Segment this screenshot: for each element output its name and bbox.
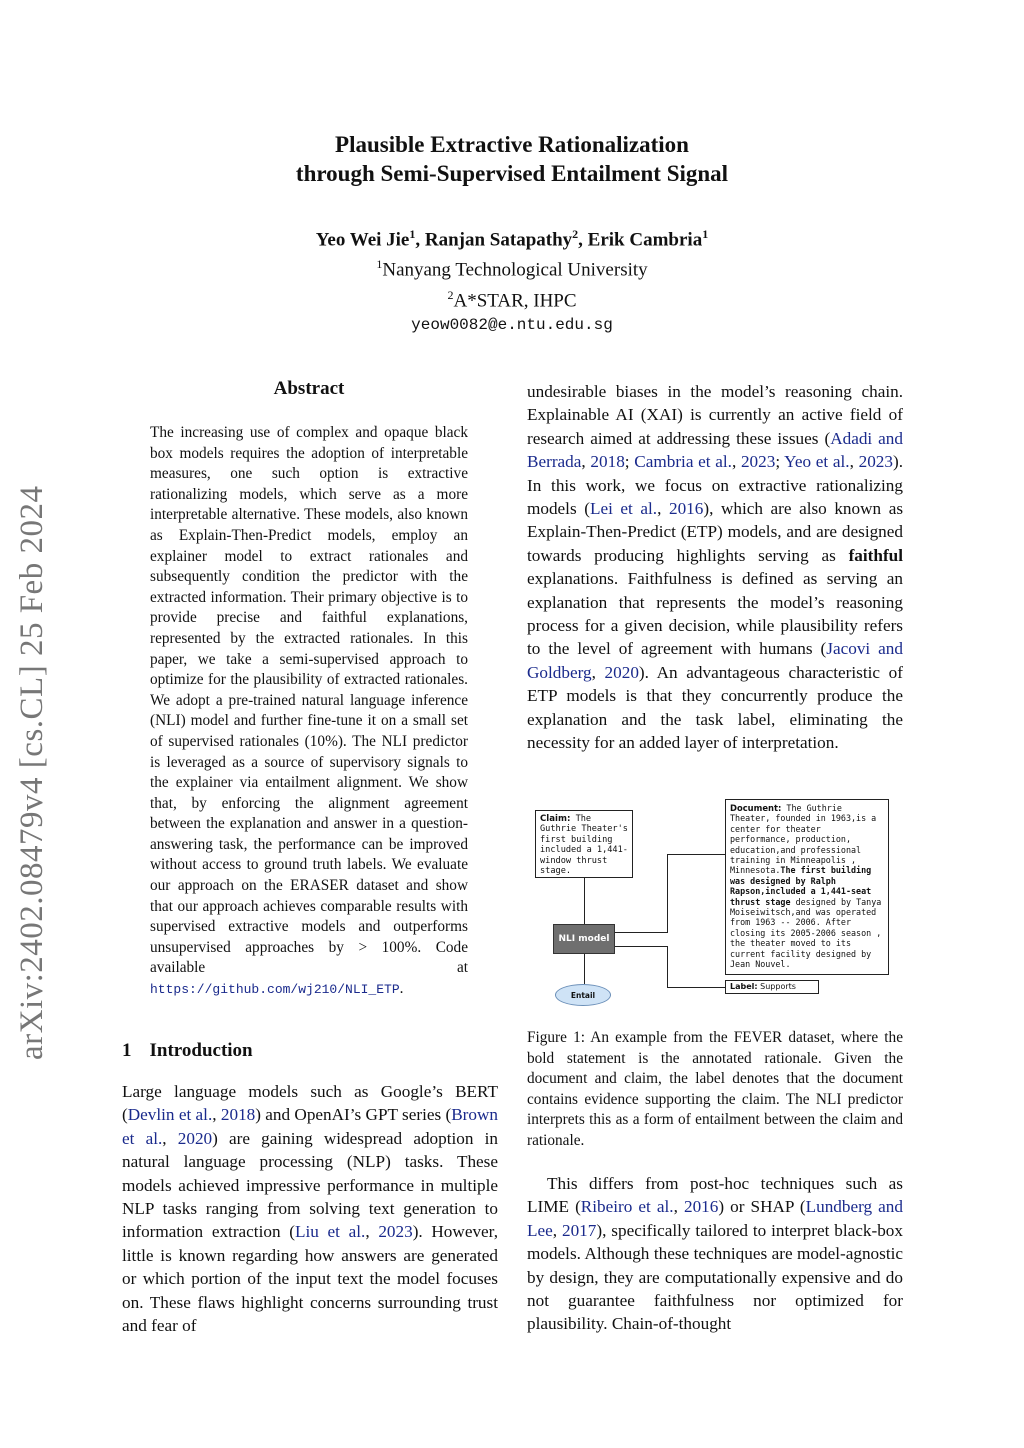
- emphasis: faithful: [848, 545, 903, 565]
- connector-label-vertical: [667, 946, 668, 988]
- citation-link[interactable]: Yeo et al.: [784, 452, 850, 472]
- connector-claim-down: [584, 878, 585, 924]
- connector-label-horizontal: [667, 987, 725, 988]
- claim-box: [535, 810, 633, 878]
- abstract-paragraph: The increasing use of complex and opaque black box models requires the adoption of interpretable measures, one such option is extractive rationalizing models, which serve as a more interpretable alternative. These models, also known as Explain-Then-Predict models, employ an explainer model to extract rationales and subsequently condition the predictor with the extracted information. Their primary objective is to provide precise and faithful explanations, represented by the extracted rationales. In this paper, we take a semi-supervised approach to optimize for the plausibility of extracted rationales. We adopt a pre-trained natural language inference (NLI) model and further fine-tune it on a small set of supervised rationales (10%). The NLI predictor is leveraged as a source of supervisory signals to the explainer via entailment alignment. We show that, by enforcing the alignment agreement between the explanation and answer in a question-answering task, the performance can be improved without access to ground truth labels. We evaluate our approach on the ERASER dataset and show that our approach achieves comparable results with supervised extractive models and outperforms unsupervised approaches by > 100%. Code available at: [150, 424, 468, 977]
- text: undesirable biases in the model’s reasoning chain. Explainable AI (XAI) is currently an active field of research aimed at addressing these issues (: [527, 382, 903, 448]
- citation-year-link[interactable]: 2016: [683, 1197, 719, 1217]
- citation-link[interactable]: Devlin et al.: [127, 1105, 213, 1125]
- citation-link[interactable]: Brown et al.: [122, 1105, 499, 1148]
- citation-year-link[interactable]: 2023: [378, 1222, 413, 1242]
- text: ). However, little is known regarding how answers are generated or which portion of the input text the model focuses on. These flaws highlight concerns surrounding trust and fear of: [122, 1222, 498, 1336]
- citation-year-link[interactable]: 2016: [668, 499, 704, 519]
- author-names: [0, 222, 1024, 252]
- text: ), which are also known as Explain-Then-Predict (ETP) models, and are designed towards producing highlights serving as: [527, 499, 904, 565]
- citation-year-link[interactable]: 2023: [858, 452, 893, 472]
- author-email[interactable]: yeow0082@e.ntu.edu.sg: [411, 315, 613, 334]
- author-name: Ranjan Satapathy: [424, 229, 573, 251]
- abstract-heading: Abstract: [273, 378, 345, 399]
- document-rationale: The first building was designed by Ralph Rapson,included a 1,441-seat thrust stage: [730, 865, 872, 907]
- text: ), specifically tailored to interpret black-box models. Although these techniques are model-agnostic by design, they are computationally expensive and do not guarantee faithfulness nor optimized for plausibility. Chain-of-thought: [527, 1220, 903, 1334]
- citation-link[interactable]: Jacovi and Goldberg: [527, 639, 903, 682]
- author-affil: 1: [702, 227, 709, 241]
- citation-link[interactable]: Lundberg and Lee: [527, 1197, 903, 1240]
- connector-doc-horizontal: [667, 854, 725, 855]
- text: ). An advantageous characteristic of ETP models is that they concurrently produce the explanation and the task label, eliminating the necessity for an added layer of interpretation.: [527, 662, 903, 753]
- author-sep: ,: [578, 229, 588, 251]
- section-number: 1: [122, 1040, 132, 1061]
- section-heading-introduction: [122, 1040, 253, 1062]
- abstract-text: [150, 423, 468, 1001]
- figure-1-diagram: [527, 796, 903, 1011]
- document-text: designed by Tanya Moiseiwitsch,and was operated from 1963 -- 2006. After closing its 2005-2006 season , the theater moved to its current facility designed by Jean Nouvel.: [730, 896, 882, 970]
- citation-link[interactable]: Cambria et al.: [634, 452, 732, 472]
- author-affil: 1: [409, 227, 416, 241]
- text: explanations. Faithfulness is defined as serving an explanation that represents the model’s reasoning process for a given decision, while plausibility refers to the level of agreement with humans (: [527, 569, 903, 659]
- title-line-1: Plausible Extractive Rationalization: [335, 132, 689, 157]
- citation-year-link[interactable]: 2018: [590, 452, 625, 472]
- paper-title: [0, 130, 1024, 188]
- arxiv-identifier: arXiv:2402.08479v4 [cs.CL] 25 Feb 2024: [14, 485, 50, 1060]
- author-affil: 2: [572, 227, 579, 241]
- intro-paragraph: Large language models such as Google’s BERT (Devlin et al., 2018) and OpenAI’s GPT series (Brown et al., 2020) are gaining widespread adoption in natural language processing (NLP) tasks. These models achieved impressive performance in multiple NLP tasks ranging from solving text generation to information extraction (Liu et al., 2023). However, little is known regarding how answers are generated or which portion of the input text the model focuses on. These flaws highlight concerns surrounding trust and fear of: [122, 1082, 499, 1336]
- author-name: Yeo Wei Jie: [315, 229, 410, 251]
- affiliation-1: [0, 252, 1024, 282]
- text: ) or SHAP (: [718, 1197, 806, 1217]
- connector-doc-vertical: [667, 854, 668, 932]
- claim-label: Claim:: [540, 814, 571, 824]
- citation-link[interactable]: Adadi and Berrada: [527, 428, 903, 472]
- citation-year-link[interactable]: 2020: [604, 662, 639, 682]
- connector-nli-down: [584, 954, 585, 984]
- label-value: Supports: [760, 982, 796, 991]
- nli-model-box: NLI model: [553, 924, 615, 954]
- text: This differs from post-hoc techniques such as LIME (: [527, 1174, 903, 1217]
- text: Large language models such as Google’s BERT (: [122, 1082, 498, 1125]
- label-box: [725, 980, 819, 994]
- citation-year-link[interactable]: 2020: [177, 1128, 213, 1148]
- author-sep: ,: [415, 229, 425, 251]
- right-column-paragraph: undesirable biases in the model’s reasoning chain. Explainable AI (XAI) is currently an active field of research aimed at addressing these issues (Adadi and Berrada, 2018; Cambria et al., 2023; Yeo et al., 2023). In this work, we focus on extractive rationalizing models (Lei et al., 2016), which are also known as Explain-Then-Predict (ETP) models, and are designed towards producing highlights serving as faithful explanations. Faithfulness is defined as serving an explanation that represents the model’s reasoning process for a given decision, while plausibility refers to the level of agreement with humans (Jacovi and Goldberg, 2020). An advantageous characteristic of ETP models is that they concurrently produce the explanation and the task label, eliminating the necessity for an added layer of interpretation.: [527, 382, 904, 753]
- text: ). In this work, we focus on extractive rationalizing models (: [527, 452, 903, 519]
- code-link[interactable]: https://github.com/wj210/NLI_ETP: [150, 982, 400, 998]
- citation-year-link[interactable]: 2017: [561, 1220, 597, 1240]
- entail-cloud: Entail: [555, 984, 611, 1006]
- abstract-end: .: [399, 980, 404, 998]
- label-label: Label:: [730, 982, 758, 991]
- citation-year-link[interactable]: 2018: [220, 1105, 256, 1125]
- author-name: Erik Cambria: [587, 229, 703, 251]
- affil-sup: 1: [376, 257, 383, 272]
- figure-caption: Figure 1: An example from the FEVER dataset, where the bold statement is the annotated rationale. Given the document and claim, the label denotes that the document contains evidence supporting the claim. The NLI predictor interprets this as a form of entailment between the claim and rationale.: [527, 1029, 903, 1149]
- affil-text: A*STAR, IHPC: [453, 289, 577, 311]
- connector-doc-to-nli: [615, 932, 668, 933]
- affil-sup: 2: [447, 287, 454, 302]
- citation-link[interactable]: Liu et al.: [294, 1222, 366, 1242]
- text: ) are gaining widespread adoption in natural language processing (NLP) tasks. These models achieved impressive performance in multiple NLP tasks ranging from solving text generation to information extraction (: [122, 1128, 499, 1242]
- section-title: Introduction: [149, 1040, 253, 1061]
- citation-link[interactable]: Lei et al.: [589, 499, 658, 519]
- citation-link[interactable]: Ribeiro et al.: [580, 1197, 674, 1217]
- affiliation-2: [0, 283, 1024, 313]
- document-label: Document:: [730, 803, 782, 813]
- text: ) and OpenAI’s GPT series (: [255, 1105, 452, 1125]
- right-column-paragraph-2: This differs from post-hoc techniques such as LIME (Ribeiro et al., 2016) or SHAP (Lundberg and Lee, 2017), specifically tailored to interpret black-box models. Although these techniques are model-agnostic by design, they are computationally expensive and do not guarantee faithfulness nor optimized for plausibility. Chain-of-thought: [527, 1174, 903, 1334]
- document-box: [725, 799, 889, 975]
- claim-text: The Guthrie Theater's first building included a 1,441-window thrust stage.: [540, 814, 628, 877]
- document-text: The Guthrie Theater, founded in 1963,is a center for theater performance, production, education,and professional training in Minneapolis , Minnesota.: [730, 803, 877, 876]
- author-block: [0, 222, 1024, 338]
- affil-text: Nanyang Technological University: [382, 259, 648, 281]
- citation-year-link[interactable]: 2023: [740, 452, 776, 472]
- connector-nli-to-label: [615, 946, 668, 947]
- title-line-2: through Semi-Supervised Entailment Signal: [295, 161, 729, 186]
